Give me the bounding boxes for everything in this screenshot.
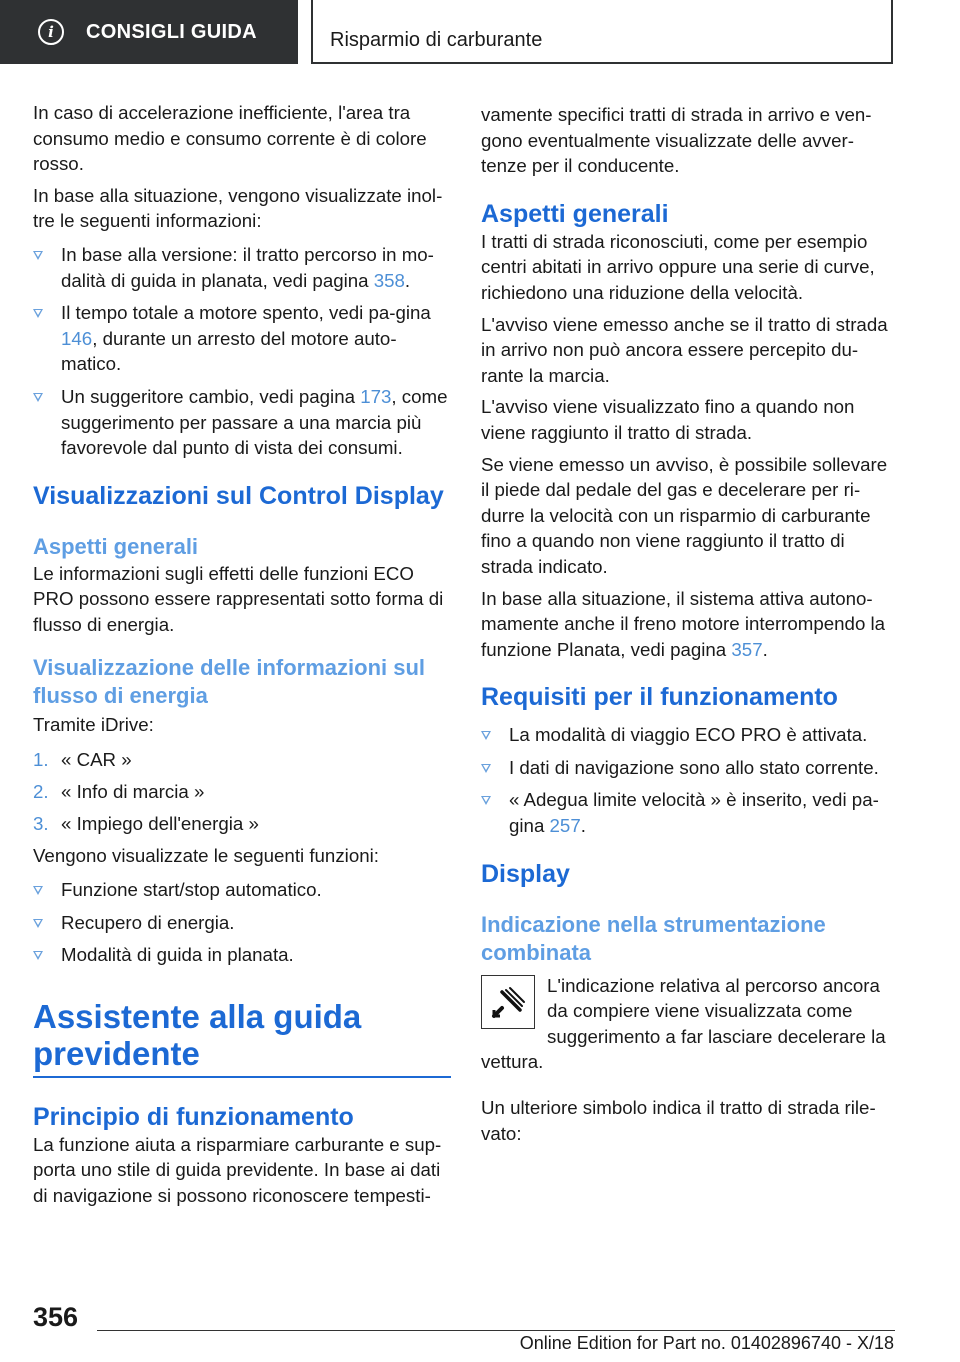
step-item: 3. « Impiego dell'energia » <box>33 813 259 835</box>
paragraph: L'indicazione relativa al percorso ancora da compiere viene visualizzata come suggerimento a far lasciare decelerare la vettura. <box>481 974 886 1073</box>
page-ref-link[interactable]: 173 <box>360 385 392 407</box>
list-item: I dati di navigazione sono allo stato corrente. <box>481 755 899 781</box>
subsection-heading: Visualizzazione delle informazioni sul flusso di energia <box>33 654 426 708</box>
paragraph: La funzione aiuta a risparmiare carburante e sup-porta uno stile di guida previdente. In base ai dati di navigazione si possono riconoscere tempesti- <box>33 1133 442 1206</box>
paragraph: I tratti di strada riconosciuti, come per esempio centri abitati in arrivo oppure una serie di curve, richiedono una riduzione della velocità. <box>481 230 875 303</box>
subsection-heading: Indicazione nella strumentazione combinata <box>481 911 826 965</box>
triangle-bullet-icon <box>33 919 43 928</box>
section-label: CONSIGLI GUIDA <box>86 20 257 43</box>
section-heading: Visualizzazioni sul Control Display <box>33 481 444 510</box>
paragraph: In base alla situazione, vengono visualizzate inol-tre le seguenti informazioni: <box>33 184 443 232</box>
list-item: « Adegua limite velocità » è inserito, vedi pa-gina 257. <box>481 787 899 838</box>
paragraph: Un ulteriore simbolo indica il tratto di strada rile-vato: <box>481 1097 876 1144</box>
list-item: Funzione start/stop automatico. <box>33 877 451 903</box>
edition-footer: Online Edition for Part no. 01402896740 - X/18 <box>519 1333 894 1353</box>
page-ref-link[interactable]: 358 <box>373 269 405 291</box>
page-title: Risparmio di carburante <box>330 29 543 51</box>
footer-rule <box>97 1330 895 1331</box>
subsection-heading: Aspetti generali <box>33 533 199 559</box>
header-tab <box>0 0 298 64</box>
paragraph: L'avviso viene emesso anche se il tratto di strada in arrivo non può ancora essere percepito du-rante la marcia. <box>481 313 888 386</box>
list-item: Il tempo totale a motore spento, vedi pa-gina 146, durante un arresto del motore auto-matico. <box>33 300 451 377</box>
page-ref-link[interactable]: 146 <box>61 327 93 349</box>
triangle-bullet-icon <box>33 393 43 402</box>
info-icon: i <box>38 19 64 45</box>
section-heading: Requisiti per il funzionamento <box>481 683 838 712</box>
list-item: Un suggeritore cambio, vedi pagina 173, come suggerimento per passare a una marcia più favorevole dal punto di vista dei consumi. <box>33 384 451 461</box>
foot-off-pedal-icon <box>481 975 535 1029</box>
bullet-list <box>481 722 899 838</box>
bullet-list <box>33 242 451 461</box>
chapter-heading: Assistente alla guida previdente <box>33 997 362 1072</box>
list-item: La modalità di viaggio ECO PRO è attivata. <box>481 722 899 748</box>
page-ref-link[interactable]: 257 <box>549 815 581 837</box>
paragraph: Le informazioni sugli effetti delle funzioni ECO PRO possono essere rappresentati sotto forma di flusso di energia. <box>33 562 444 635</box>
step-item: 1. « CAR » <box>33 749 132 771</box>
triangle-bullet-icon <box>33 309 43 318</box>
paragraph: Se viene emesso un avviso, è possibile sollevare il piede dal pedale del gas e decelerare per ri-durre la velocità con un risparmio di carburante fino a quando non viene raggiunto il tratto di strada indicato. <box>481 453 888 577</box>
right-column <box>481 102 899 1152</box>
step-list <box>33 747 451 837</box>
page-number: 356 <box>33 1302 79 1332</box>
list-item: In base alla versione: il tratto percorso in mo-dalità di guida in planata, vedi pagina 358. <box>33 242 451 293</box>
paragraph: In base alla situazione, il sistema attiva autono-mamente anche il freno motore interrompendo la funzione Planata, vedi pagina 357. <box>481 587 886 660</box>
header-title-box <box>311 0 893 64</box>
page-ref-link[interactable]: 357 <box>731 638 763 660</box>
indicator-block <box>481 973 899 1075</box>
section-heading: Aspetti generali <box>481 199 669 228</box>
chapter-rule <box>33 1076 451 1078</box>
list-item: Modalità di guida in planata. <box>33 942 451 968</box>
bullet-list <box>33 877 451 968</box>
paragraph: Vengono visualizzate le seguenti funzioni: <box>33 845 379 867</box>
section-heading: Display <box>481 859 570 888</box>
step-item: 2. « Info di marcia » <box>33 781 205 803</box>
triangle-bullet-icon <box>481 796 491 805</box>
triangle-bullet-icon <box>481 764 491 773</box>
paragraph: L'avviso viene visualizzato fino a quando non viene raggiunto il tratto di strada. <box>481 396 855 443</box>
section-heading: Principio di funzionamento <box>33 1102 354 1131</box>
triangle-bullet-icon <box>33 951 43 960</box>
triangle-bullet-icon <box>33 886 43 895</box>
paragraph: vamente specifici tratti di strada in arrivo e ven-gono eventualmente visualizzate delle avver-tenze per il conducente. <box>481 104 872 177</box>
paragraph: In caso di accelerazione inefficiente, l'area tra consumo medio e consumo corrente è di colore rosso. <box>33 102 427 175</box>
paragraph: Tramite iDrive: <box>33 713 154 735</box>
triangle-bullet-icon <box>481 731 491 740</box>
left-column <box>33 100 451 1215</box>
list-item: Recupero di energia. <box>33 910 451 936</box>
triangle-bullet-icon <box>33 251 43 260</box>
